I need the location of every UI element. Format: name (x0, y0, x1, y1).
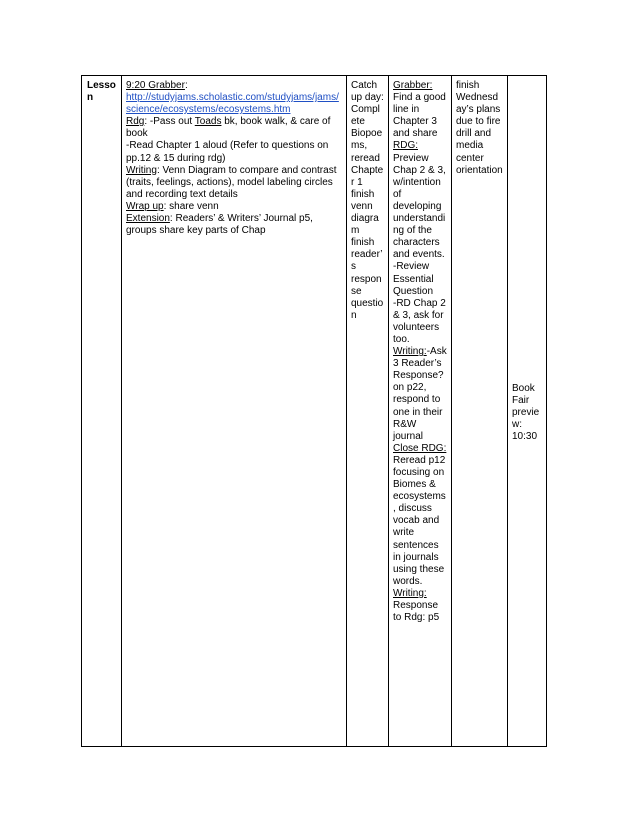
extension-line: Extension: Readers’ & Writers’ Journal p5, groups share key parts of Chap (126, 213, 313, 237)
row-label-cell (82, 76, 122, 747)
wrapup-line: Wrap up: share venn (126, 200, 219, 212)
day3-close-label: Close RDG: (393, 442, 447, 454)
day3-writing2: Writing: Response to Rdg: p5 (393, 587, 440, 624)
day3-review: -Review Essential Question (393, 261, 434, 297)
day4-cell (452, 76, 508, 747)
writing-label: Writing (126, 164, 157, 176)
lesson-plan-table (81, 75, 547, 747)
day3-writing2-label: Writing: (393, 587, 427, 599)
grabber-time-label: 9:20 Grabber (126, 80, 185, 91)
lesson-details-cell (122, 76, 347, 747)
day3-grabber: Grabber: Find a good line in Chapter 3 and share (393, 80, 446, 140)
writing-line: Writing: Venn Diagram to compare and contrast (traits, feelings, actions), model labeling circles and recording text details (126, 164, 337, 200)
day3-writing-label: Writing: (393, 346, 427, 358)
day3-close: Close RDG: Reread p12 focusing on Biomes & ecosystems, discuss vocab and write sentences in journals using these words. (393, 442, 447, 587)
day3-cell (389, 76, 452, 747)
day4-text: finish Wednesday’s plans due to fire drill and media center orientation (456, 80, 503, 176)
grabber-line: 9:20 Grabber: (126, 80, 188, 91)
day3-grabber-label: Grabber: (393, 80, 433, 91)
catchup-text: Catch up day: Complete Biopoems, reread Chapter 1 finish venn diagram finish reader’s response question (351, 80, 384, 321)
toads-title: Toads (194, 116, 222, 128)
catchup-cell (347, 76, 389, 747)
rdg-label: Rdg (126, 116, 145, 128)
book-fair-text: Book Fair preview: 10:30 (512, 382, 540, 443)
day3-rdg: RDG: Preview Chap 2 & 3, w/intention of developing understanding of the characters and events. (393, 140, 446, 261)
reading-line: Rdg: -Pass out Toads bk, book walk, & care of book (126, 116, 331, 140)
day3-rd: -RD Chap 2 & 3, ask for volunteers too. (393, 297, 446, 345)
read-aloud-line: -Read Chapter 1 aloud (Refer to questions on pp.12 & 15 during rdg) (126, 140, 329, 164)
day3-writing: Writing:-Ask 3 Reader’s Response? on p22, respond to one in their R&W journal (393, 346, 447, 442)
lesson-row (82, 76, 547, 747)
extension-label: Extension (126, 213, 170, 225)
studyjams-link[interactable]: http://studyjams.scholastic.com/studyjams/jams/science/ecosystems/ecosystems.htm (126, 92, 339, 116)
day5-cell (508, 76, 547, 747)
wrapup-label: Wrap up (126, 200, 164, 212)
row-label: Lesson (87, 80, 116, 104)
day3-rdg-label: RDG: (393, 140, 418, 152)
